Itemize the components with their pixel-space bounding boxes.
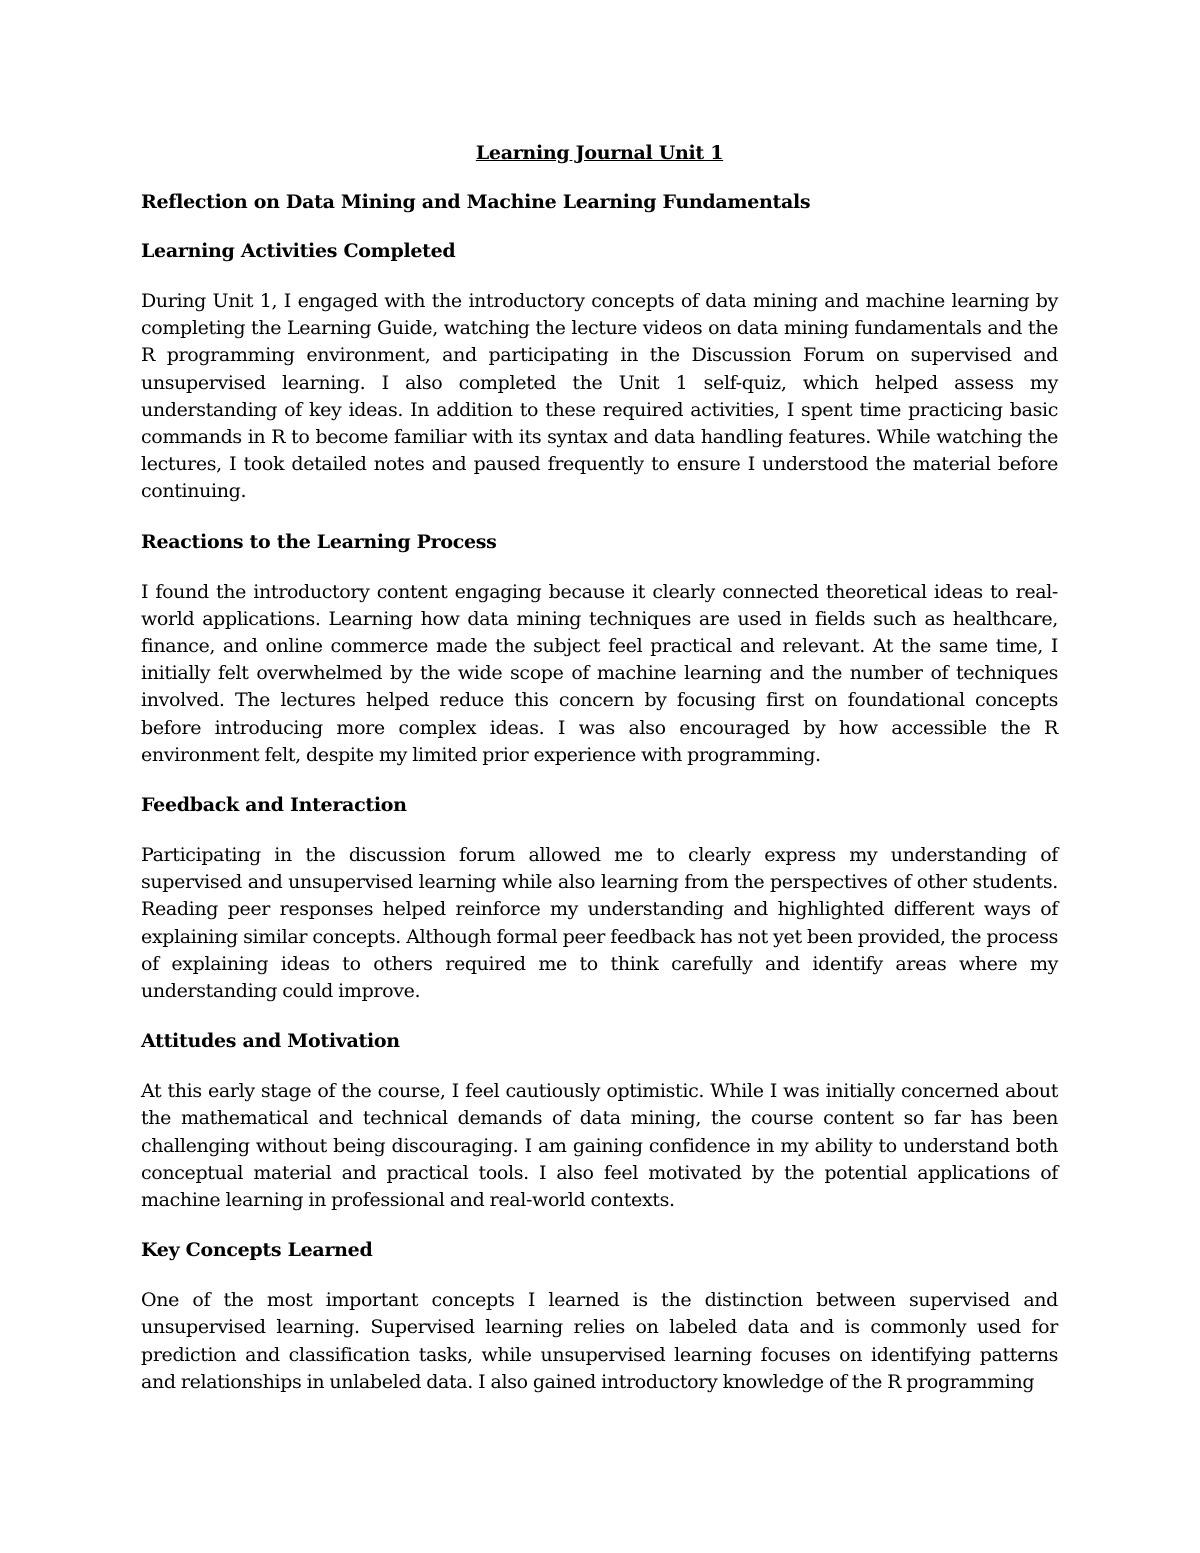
- section-paragraph: Participating in the discussion forum allowed me to clearly express my understanding of supervised and unsupervised learning while also learning from the perspectives of other students. Reading peer responses helped reinforce my understanding and highlighted different ways of explaining similar concepts. Although formal peer feedback has not yet been provided, the process of explaining ideas to others required me to think carefully and identify areas where my understanding could improve.: [141, 844, 1058, 1003]
- section-feedback: [141, 792, 1058, 1005]
- section-heading: Feedback and Interaction: [141, 794, 407, 817]
- section-heading: Key Concepts Learned: [141, 1239, 373, 1262]
- section-key-concepts: [141, 1237, 1058, 1396]
- section-attitudes: [141, 1028, 1058, 1214]
- section-paragraph: I found the introductory content engaging because it clearly connected theoretical ideas to real-world applications. Learning how data mining techniques are used in fields such as healthcare, finance, and online commerce made the subject feel practical and relevant. At the same time, I initially felt overwhelmed by the wide scope of machine learning and the number of techniques involved. The lectures helped reduce this concern by focusing first on foundational concepts before introducing more complex ideas. I was also encouraged by how accessible the R environment felt, despite my limited prior experience with programming.: [141, 580, 1058, 766]
- section-paragraph: At this early stage of the course, I feel cautiously optimistic. While I was initially concerned about the mathematical and technical demands of data mining, the course content so far has been challenging without being discouraging. I am gaining confidence in my ability to understand both conceptual material and practical tools. I also feel motivated by the potential applications of machine learning in professional and real-world contexts.: [141, 1080, 1058, 1212]
- document-body: [141, 140, 1058, 1419]
- document-subtitle: Reflection on Data Mining and Machine Learning Fundamentals: [141, 191, 811, 213]
- section-paragraph: One of the most important concepts I learned is the distinction between supervised and unsupervised learning. Supervised learning relies on labeled data and is commonly used for prediction and classification tasks, while unsupervised learning focuses on identifying patterns and relationships in unlabeled data. I also gained introductory knowledge of the R programming: [141, 1289, 1058, 1393]
- section-heading: Reactions to the Learning Process: [141, 530, 497, 553]
- section-learning-activities: [141, 238, 1058, 506]
- section-paragraph: During Unit 1, I engaged with the introductory concepts of data mining and machine learning by completing the Learning Guide, watching the lecture videos on data mining fundamentals and the R programming environment, and participating in the Discussion Forum on supervised and unsupervised learning. I also completed the Unit 1 self-quiz, which helped assess my understanding of key ideas. In addition to these required activities, I spent time practicing basic commands in R to become familiar with its syntax and data handling features. While watching the lectures, I took detailed notes and paused frequently to ensure I understood the material before continuing.: [141, 290, 1058, 503]
- document-title: Learning Journal Unit 1: [475, 142, 724, 164]
- section-heading: Attitudes and Motivation: [141, 1030, 400, 1053]
- section-heading: Learning Activities Completed: [141, 240, 456, 262]
- section-reactions: [141, 529, 1058, 769]
